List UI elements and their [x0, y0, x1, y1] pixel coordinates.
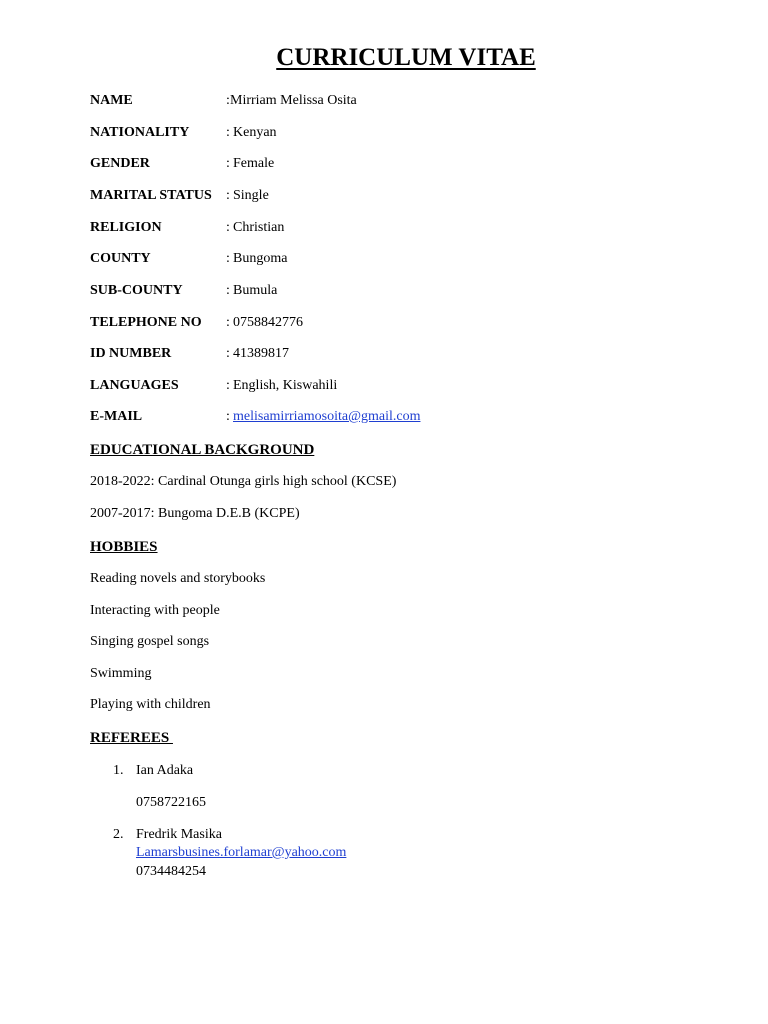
- field-separator: :: [226, 93, 230, 108]
- field-separator: :: [226, 315, 230, 330]
- field-separator: :: [226, 378, 230, 393]
- field-label: NATIONALITY: [90, 125, 190, 140]
- email-link[interactable]: melisamirriamosoita@gmail.com: [233, 409, 421, 424]
- field-separator: :: [226, 125, 230, 140]
- field-separator: :: [226, 156, 230, 171]
- education-item: 2007-2017: Bungoma D.E.B (KCPE): [90, 506, 300, 521]
- field-value: Female: [233, 156, 275, 171]
- hobby-item: Playing with children: [90, 697, 211, 712]
- field-value: Bungoma: [233, 251, 288, 266]
- field-value: English, Kiswahili: [233, 378, 338, 393]
- field-value: 0758842776: [233, 315, 303, 330]
- referee-name: Fredrik Masika: [136, 827, 222, 842]
- referees-heading: REFEREES: [90, 730, 173, 746]
- field-value: Bumula: [233, 283, 278, 298]
- field-label: MARITAL STATUS: [90, 188, 212, 203]
- hobby-item: Singing gospel songs: [90, 634, 210, 649]
- field-value: Kenyan: [233, 125, 277, 140]
- field-value: Christian: [233, 220, 285, 235]
- referee-phone: 0758722165: [136, 795, 206, 810]
- field-label: NAME: [90, 93, 133, 108]
- field-separator: :: [226, 220, 230, 235]
- field-separator: :: [226, 346, 230, 361]
- education-heading: EDUCATIONAL BACKGROUND: [90, 442, 315, 458]
- education-item: 2018-2022: Cardinal Otunga girls high school (KCSE): [90, 474, 397, 489]
- referee-number: 2.: [113, 827, 124, 842]
- field-label: E-MAIL: [90, 409, 143, 424]
- referee-email-link[interactable]: Lamarsbusines.forlamar@yahoo.com: [136, 845, 347, 860]
- field-label: SUB-COUNTY: [90, 283, 183, 298]
- field-separator: :: [226, 251, 230, 266]
- field-label: COUNTY: [90, 251, 151, 266]
- field-separator: :: [226, 409, 230, 424]
- field-value: Single: [233, 188, 269, 203]
- field-label: LANGUAGES: [90, 378, 179, 393]
- field-separator: :: [226, 188, 230, 203]
- field-label: GENDER: [90, 156, 150, 171]
- field-separator: :: [226, 283, 230, 298]
- page-title: CURRICULUM VITAE: [276, 44, 536, 71]
- field-value: 41389817: [233, 346, 289, 361]
- hobbies-heading: HOBBIES: [90, 539, 158, 555]
- field-label: RELIGION: [90, 220, 162, 235]
- hobby-item: Swimming: [90, 666, 152, 681]
- field-label: ID NUMBER: [90, 346, 172, 361]
- referee-number: 1.: [113, 763, 124, 778]
- hobby-item: Reading novels and storybooks: [90, 571, 266, 586]
- field-value: Mirriam Melissa Osita: [230, 93, 357, 108]
- field-label: TELEPHONE NO: [90, 315, 202, 330]
- referee-phone: 0734484254: [136, 864, 206, 879]
- hobby-item: Interacting with people: [90, 603, 220, 618]
- referee-name: Ian Adaka: [136, 763, 194, 778]
